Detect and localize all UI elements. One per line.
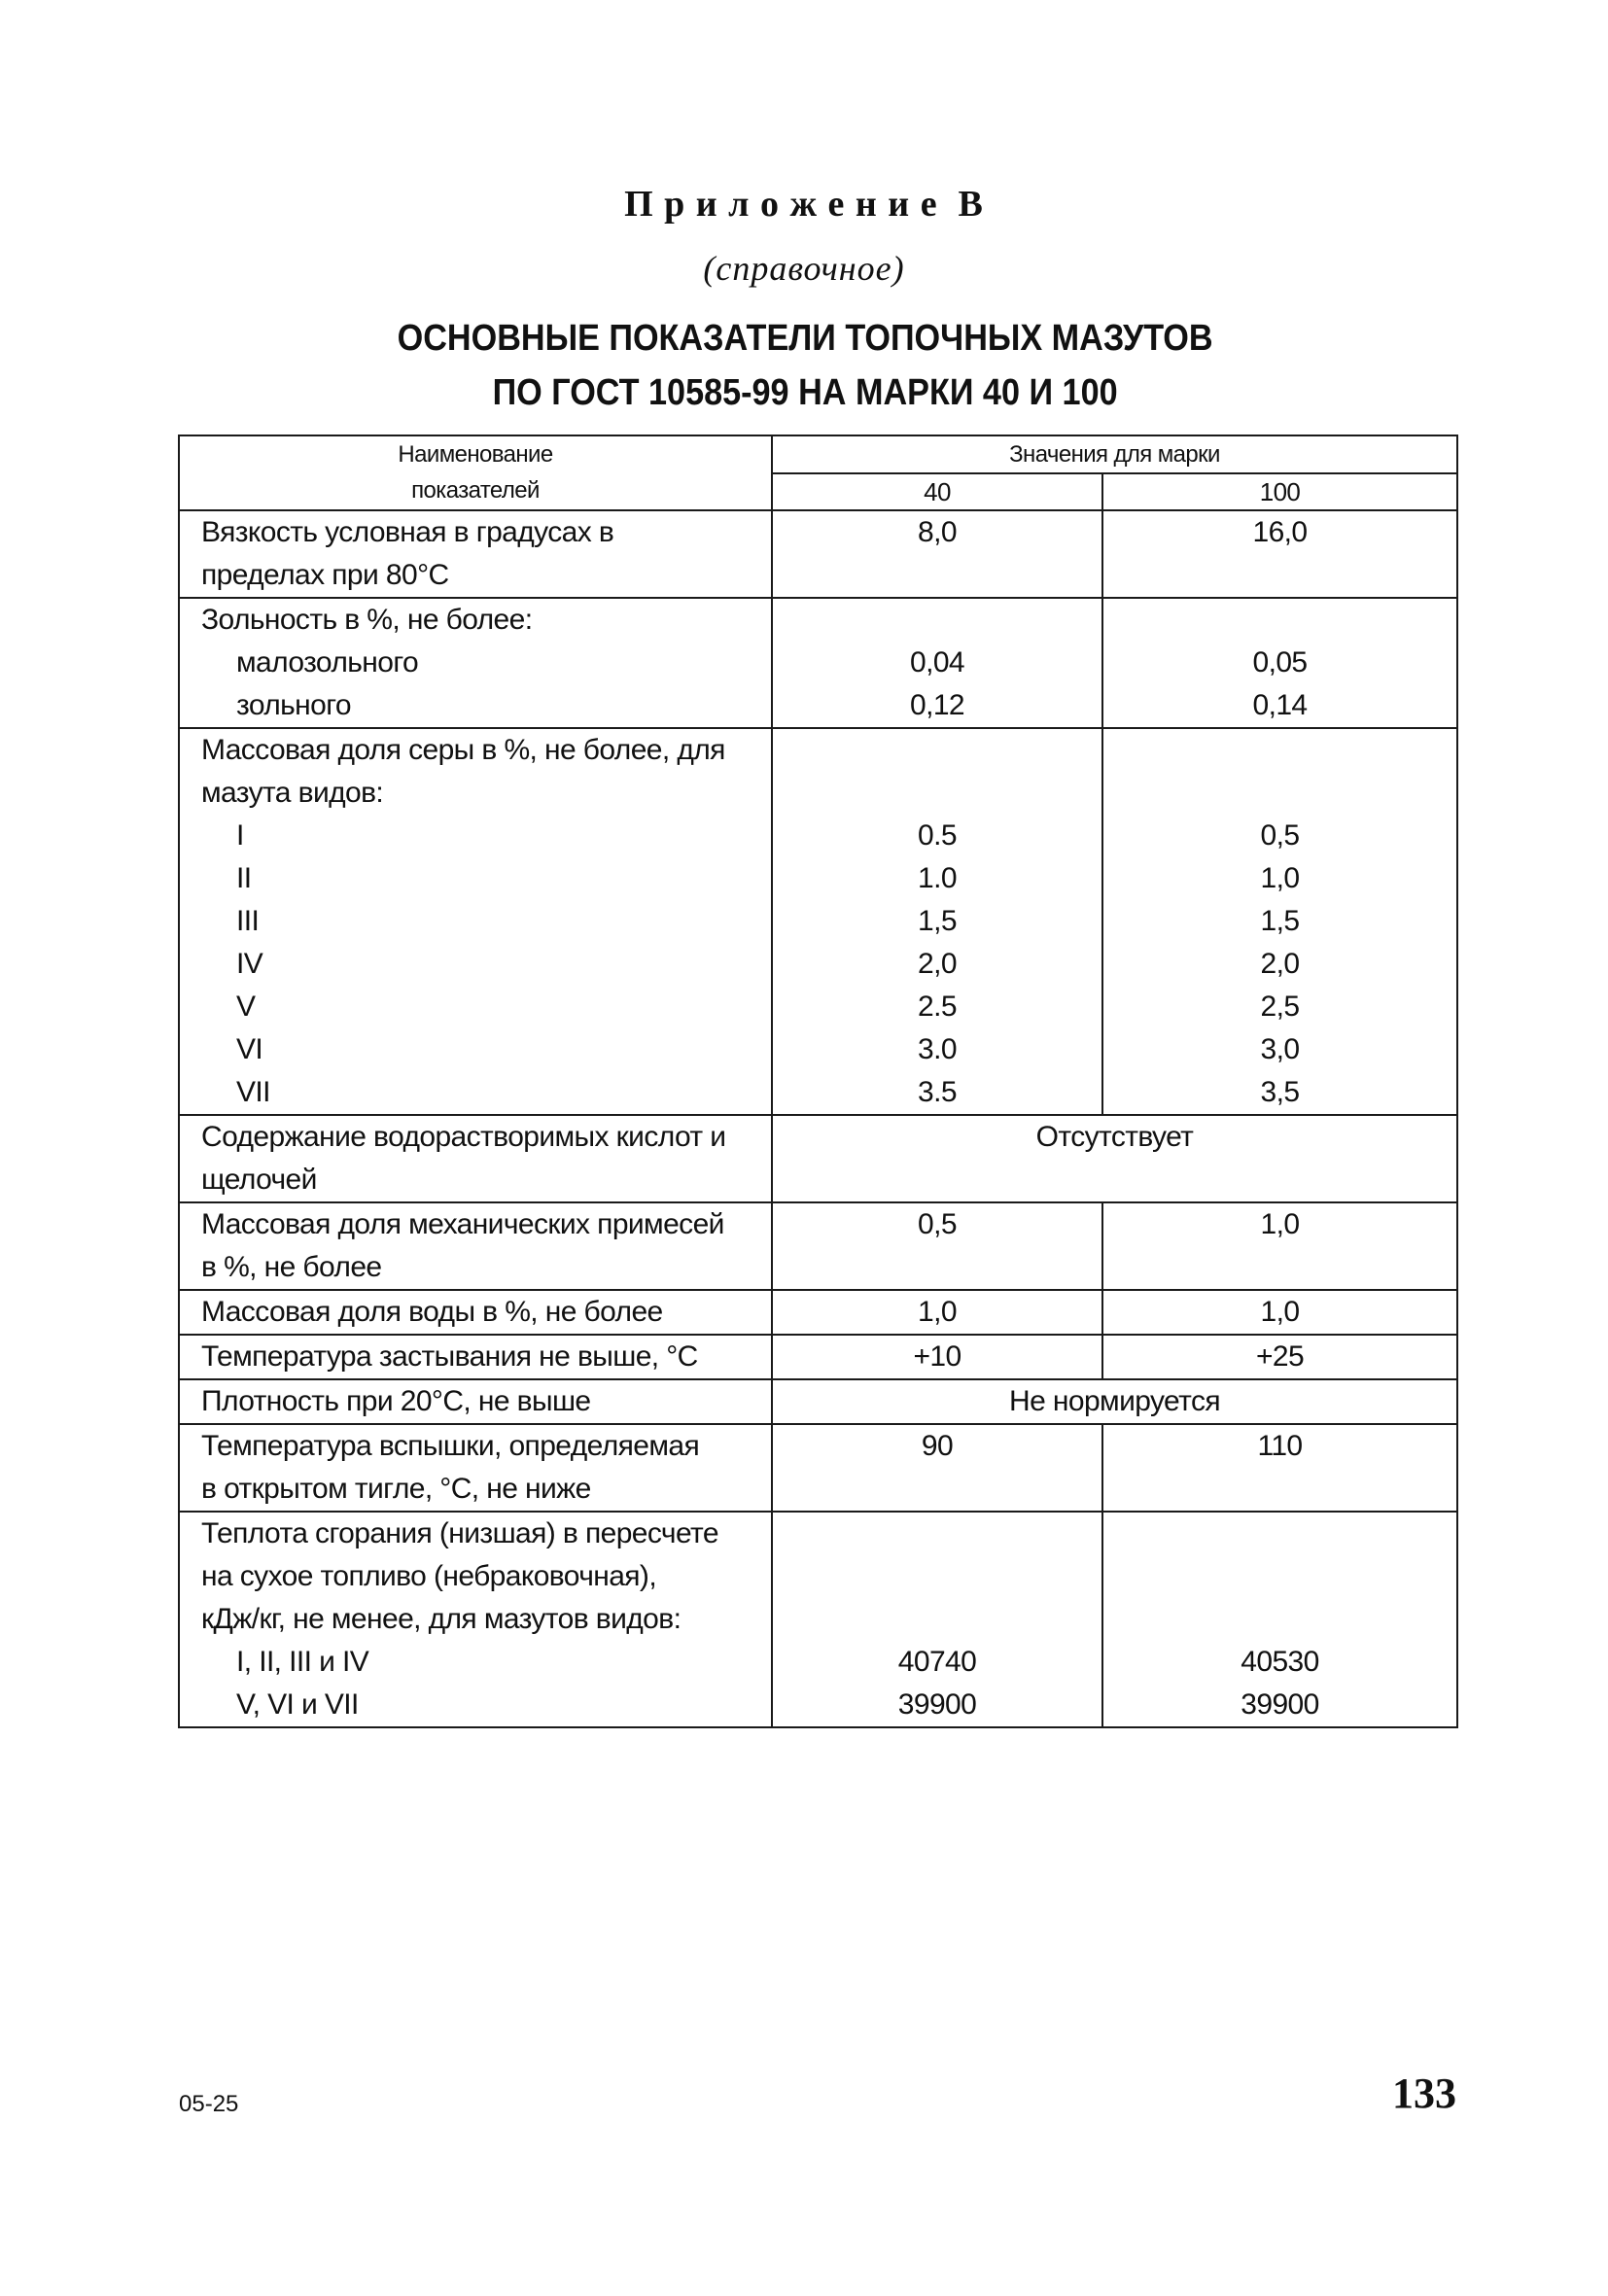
value-spacer (1103, 772, 1456, 815)
table-row (179, 1115, 1457, 1202)
specification-table-body (179, 435, 1457, 1727)
indicator-name-cell (179, 1115, 772, 1202)
value-grade-40: 39900 (897, 1688, 977, 1721)
value-grade-40: 2,0 (918, 948, 957, 980)
table-row (179, 598, 1457, 728)
value-grade-100-cell (1102, 1290, 1457, 1335)
sub-indicator-label: V, VI и VII (236, 1688, 359, 1721)
value-grade-40-cell (772, 598, 1102, 728)
indicator-name-cell (179, 1290, 772, 1335)
indicator-name-line: Температура застывания не выше, °С (201, 1340, 698, 1373)
page-number: 133 (1392, 2070, 1456, 2117)
indicator-name-line: пределах при 80°С (201, 559, 449, 591)
value-grade-40-cell (772, 1290, 1102, 1335)
indicator-name-line: Содержание водорастворимых кислот и (201, 1121, 726, 1153)
value-grade-100: 2,0 (1260, 948, 1300, 980)
indicator-name-cell (179, 510, 772, 598)
indicator-name-line: Вязкость условная в градусах в (201, 516, 614, 548)
table-row (179, 510, 1457, 598)
indicator-name-cell (179, 598, 772, 728)
value-grade-40-cell (772, 1335, 1102, 1379)
sub-indicator-label: III (236, 905, 260, 937)
header-name-line2: показателей (411, 477, 540, 504)
merged-value: Отсутствует (1035, 1121, 1194, 1153)
value-grade-40: 3.5 (918, 1076, 957, 1108)
value-grade-100: 110 (1257, 1430, 1303, 1462)
header-values-caption: Значения для марки (772, 435, 1457, 473)
indicator-name-line: Массовая доля серы в %, не более, для (201, 734, 725, 766)
indicator-name-line: Плотность при 20°С, не выше (201, 1385, 591, 1417)
indicator-name-line: Температура вспышки, определяемая (201, 1430, 700, 1462)
value-grade-100: 1,0 (1260, 1296, 1300, 1328)
value-grade-40-cell (772, 1424, 1102, 1512)
value-grade-40-cell (772, 510, 1102, 598)
table-row (179, 1202, 1457, 1290)
sub-indicator-label: II (236, 862, 252, 894)
document-title-line1: ОСНОВНЫЕ ПОКАЗАТЕЛИ ТОПОЧНЫХ МАЗУТОВ (397, 318, 1213, 359)
value-grade-100: 3,5 (1260, 1076, 1300, 1108)
sub-indicator-label: I, II, III и IV (236, 1646, 369, 1678)
value-grade-40-cell (772, 1202, 1102, 1290)
indicator-name-line: Массовая доля механических примесей (201, 1208, 724, 1240)
table-row (179, 1424, 1457, 1512)
table-row (179, 1290, 1457, 1335)
value-spacer (773, 1598, 1101, 1641)
value-grade-100-cell (1102, 1424, 1457, 1512)
value-grade-100: 0,14 (1252, 689, 1308, 721)
value-grade-100: +25 (1255, 1340, 1305, 1373)
value-spacer (1103, 729, 1456, 772)
value-grade-40: +10 (913, 1340, 961, 1373)
sub-indicator-label: VII (236, 1076, 270, 1108)
appendix-title: П р и л о ж е н и е В (624, 184, 984, 225)
value-spacer (1103, 599, 1456, 642)
indicator-name-line: на сухое топливо (небраковочная), (201, 1560, 657, 1592)
indicator-name-cell (179, 1424, 772, 1512)
value-grade-40: 0,04 (910, 646, 964, 678)
header-indicator-name (179, 435, 772, 510)
merged-value-cell (772, 1115, 1457, 1202)
value-spacer (773, 772, 1101, 815)
header-grade-40: 40 (772, 473, 1102, 510)
value-grade-100-cell (1102, 1335, 1457, 1379)
sub-indicator-label: V (236, 991, 256, 1023)
value-grade-100-cell (1102, 510, 1457, 598)
value-spacer (1103, 1555, 1456, 1598)
sub-indicator-label: VI (236, 1033, 263, 1065)
value-grade-40: 0,12 (910, 689, 964, 721)
value-grade-100: 0,05 (1252, 646, 1308, 678)
header-grade-100: 100 (1102, 473, 1457, 510)
table-row (179, 728, 1457, 1115)
value-grade-100-cell (1102, 1512, 1457, 1727)
table-row (179, 1379, 1457, 1424)
value-spacer (1103, 1598, 1456, 1641)
value-grade-40: 3.0 (918, 1033, 957, 1065)
value-grade-40: 1,5 (918, 905, 957, 937)
value-spacer (1103, 1513, 1456, 1555)
specification-table (178, 435, 1458, 1728)
value-grade-40-cell (772, 1512, 1102, 1727)
merged-value-cell (772, 1379, 1457, 1424)
document-title-line2: ПО ГОСТ 10585-99 НА МАРКИ 40 И 100 (492, 372, 1118, 413)
indicator-name-cell (179, 1335, 772, 1379)
value-grade-100-cell (1102, 598, 1457, 728)
table-row (179, 1512, 1457, 1727)
value-grade-40-cell (772, 728, 1102, 1115)
value-grade-100-cell (1102, 1202, 1457, 1290)
sub-indicator-label: IV (236, 948, 263, 980)
value-grade-100: 16,0 (1252, 516, 1308, 548)
value-spacer (773, 599, 1101, 642)
value-grade-40: 1,0 (918, 1296, 957, 1328)
indicator-name-cell (179, 1379, 772, 1424)
indicator-name-line: Массовая доля воды в %, не более (201, 1296, 663, 1328)
value-grade-40: 1.0 (918, 862, 957, 894)
value-grade-100: 1,5 (1260, 905, 1300, 937)
table-row (179, 1335, 1457, 1379)
indicator-name-line: Теплота сгорания (низшая) в пересчете (201, 1517, 718, 1549)
merged-value: Не нормируется (1009, 1385, 1220, 1417)
value-grade-100: 0,5 (1260, 819, 1300, 852)
value-grade-40: 8,0 (918, 516, 957, 548)
indicator-name-cell (179, 728, 772, 1115)
value-grade-100: 1,0 (1260, 862, 1300, 894)
table-header-row (179, 435, 1457, 473)
indicator-name-line: мазута видов: (201, 777, 384, 809)
indicator-name-line: Зольность в %, не более: (201, 604, 533, 636)
value-grade-100-cell (1102, 728, 1457, 1115)
value-spacer (773, 729, 1101, 772)
indicator-name-line: в %, не более (201, 1251, 382, 1283)
document-code: 05-25 (179, 2091, 239, 2117)
document-title (82, 311, 1529, 420)
value-spacer (773, 1513, 1101, 1555)
value-grade-100: 2,5 (1260, 991, 1300, 1023)
value-grade-40: 2.5 (918, 991, 957, 1023)
value-grade-100: 40530 (1241, 1646, 1319, 1678)
appendix-subtitle: (справочное) (703, 249, 905, 288)
value-grade-40: 0,5 (918, 1208, 957, 1240)
indicator-name-cell (179, 1202, 772, 1290)
sub-indicator-label: зольного (236, 689, 351, 721)
value-grade-100: 1,0 (1260, 1208, 1300, 1240)
value-spacer (773, 1555, 1101, 1598)
value-grade-40: 90 (921, 1430, 954, 1462)
value-grade-40: 40740 (897, 1646, 977, 1678)
indicator-name-line: в открытом тигле, °С, не ниже (201, 1473, 591, 1505)
indicator-name-line: щелочей (201, 1164, 317, 1196)
indicator-name-cell (179, 1512, 772, 1727)
indicator-name-line: кДж/кг, не менее, для мазутов видов: (201, 1603, 682, 1635)
header-name-line1: Наименование (398, 441, 553, 468)
value-grade-40: 0.5 (918, 819, 957, 852)
sub-indicator-label: I (236, 819, 244, 852)
value-grade-100: 39900 (1241, 1688, 1319, 1721)
sub-indicator-label: малозольного (236, 646, 419, 678)
value-grade-100: 3,0 (1260, 1033, 1300, 1065)
